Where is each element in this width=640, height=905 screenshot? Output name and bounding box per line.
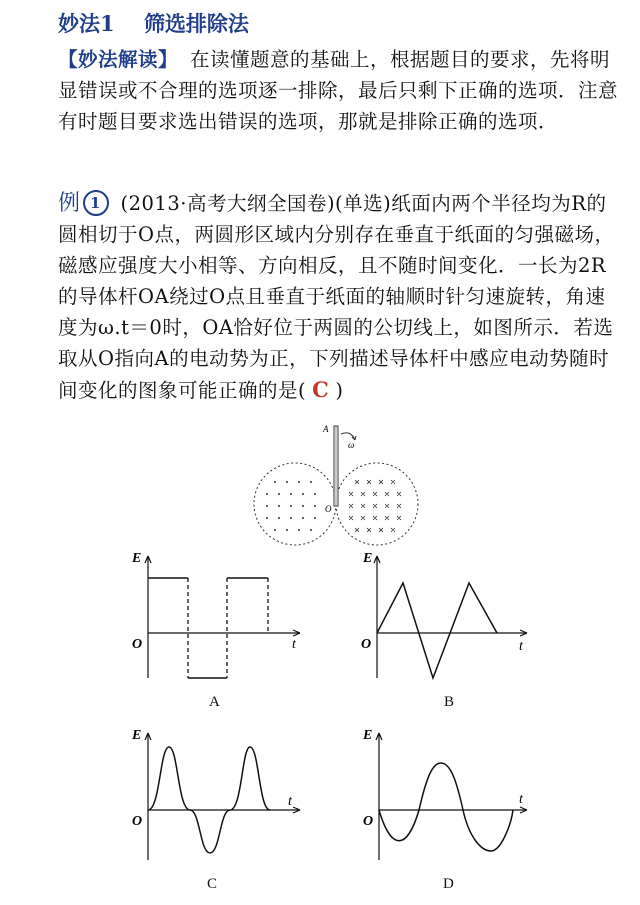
graph-d-origin: O [363,814,374,829]
graph-d-y-label: E [363,728,373,743]
method-number: 妙法1 [58,11,115,36]
graph-option-a [120,548,310,688]
graph-a-y-label: E [132,551,142,566]
graph-c-origin: O [132,814,143,829]
graph-a-x-label: t [292,637,296,652]
method-name: 筛选排除法 [143,11,249,36]
example-number-badge: 1 [83,190,109,216]
graph-c-option-label: C [207,876,218,892]
explanation-tag: 【妙法解读】 [58,48,179,71]
graph-a-origin: O [132,637,143,652]
graph-b-origin: O [361,637,372,652]
example-label: 例 [58,191,81,216]
example-source: (2013·高考大纲全国卷)(单选) [120,192,392,215]
graph-d-x-label: t [519,792,523,807]
left-circle-region [254,463,336,545]
graph-c-x-label: t [288,794,292,809]
magnetic-field-diagram [245,420,425,550]
graph-option-b [355,548,535,688]
example-text: 纸面内两个半径均为R的圆相切于O点，两圆形区域内分别存在垂直于纸面的匀强磁场，磁感应强度大小相等、方向相反，且不随时间变化．一长为2R的导体杆OA绕过O点且垂直于纸面的轴顺时针匀速旋转，角速度为ω.t＝0时，OA恰好位于两圆的公切线上，如图所示．若选取从O指向A的电动势为正，下列描述导体杆中感应电动势随时间变化的图象可能正确的是( [58,192,615,402]
section-title [58,8,271,38]
graph-a-option-label: A [209,694,220,710]
graph-option-c [120,725,310,865]
conductor-rod [334,426,338,506]
graph-option-d [355,725,535,865]
graph-b-x-label: t [519,639,523,654]
answer-mark: C [312,377,330,402]
right-circle-region [336,463,418,545]
rod-label-o: O [325,504,332,514]
rotation-arrow [341,433,355,440]
example-problem [58,188,620,406]
graph-b-y-label: E [363,551,373,566]
example-close: ) [335,379,344,402]
rod-label-a: A [323,424,329,434]
graph-d-option-label: D [443,876,454,892]
graph-b-option-label: B [444,694,455,710]
explanation-text: 在读懂题意的基础上，根据题目的要求，先将明显错误或不合理的选项逐一排除，最后只剩下正确的选项．注意有时题目要求选出错误的选项，那就是排除正确的选项． [58,48,619,133]
graph-c-y-label: E [132,728,142,743]
omega-label: ω [348,440,355,450]
method-explanation [58,44,620,137]
